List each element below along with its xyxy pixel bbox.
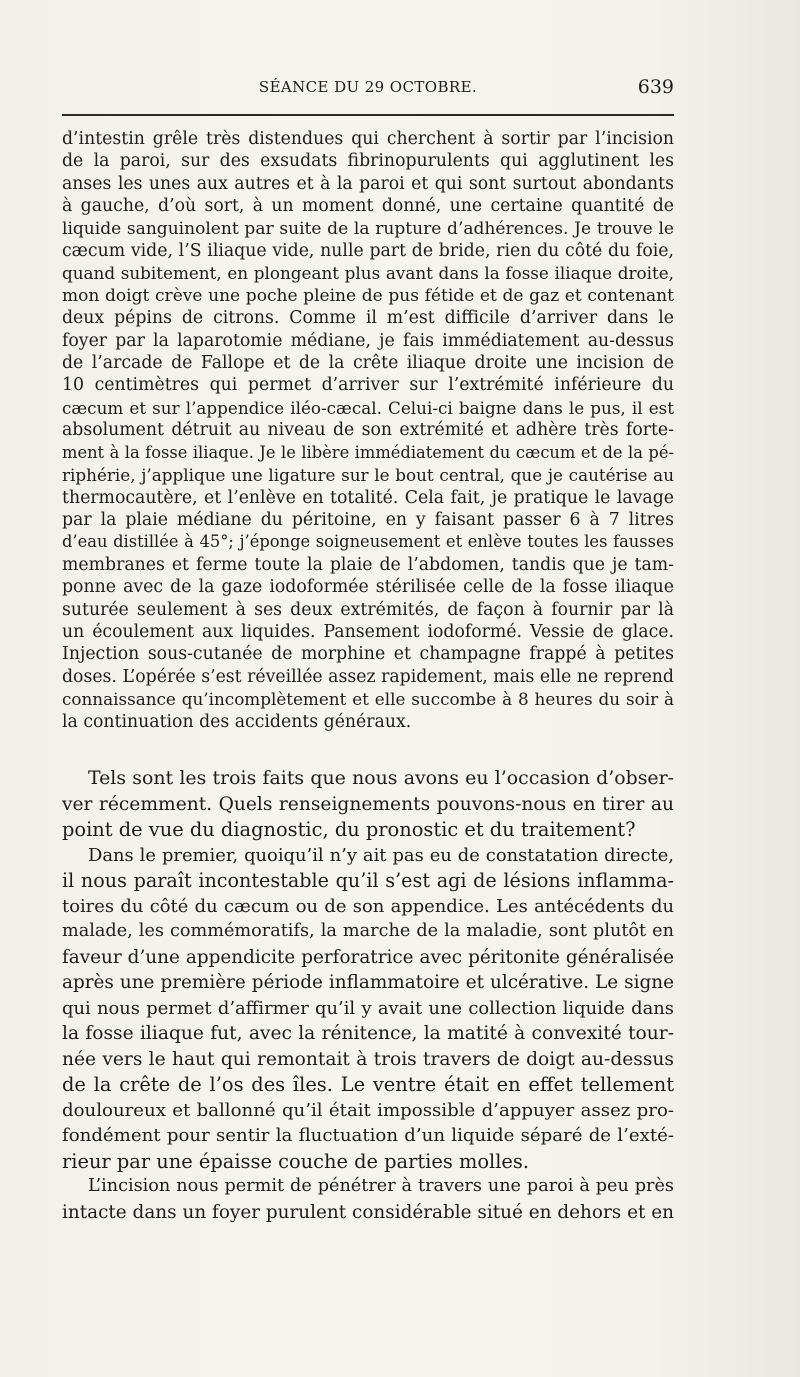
text-line: foyer par la laparotomie médiane, je fais immédiatement au-dessus <box>62 330 674 351</box>
text-line: doses. L’opérée s’est réveillée assez rapidement, mais elle ne reprend <box>62 666 674 687</box>
text-line: L’incision nous permit de pénétrer à travers une paroi à peu près <box>88 1176 674 1196</box>
text-line: d’eau distillée à 45°; j’éponge soigneusement et enlève toutes les fausses <box>62 532 674 552</box>
text-line: cæcum vide, l’S iliaque vide, nulle part de bride, rien du côté du foie, <box>62 241 674 262</box>
observation-paragraph <box>62 128 674 733</box>
text-line: Injection sous-cutanée de morphine et champagne frappé à petites <box>62 644 674 665</box>
seance-month: OCTOBRE. <box>389 78 478 96</box>
header-rule <box>62 114 674 116</box>
text-line: malade, les commémoratifs, la marche de la maladie, sont plutôt en <box>62 921 674 941</box>
text-line: quand subitement, en plongeant plus avant dans la fosse iliaque droite, <box>62 263 674 284</box>
text-line: connaissance qu’incomplètement et elle succombe à 8 heures du soir à <box>62 689 674 710</box>
text-line: rieur par une épaisse couche de parties molles. <box>62 1149 530 1173</box>
text-line: il nous paraît incontestable qu’il s’est agi de lésions inflamma- <box>62 869 674 892</box>
text-line: d’intestin grêle très distendues qui cherchent à sortir par l’incision <box>62 129 674 149</box>
running-title <box>62 78 674 96</box>
text-line: de la crête de l’os des îles. Le ventre était en effet tellement <box>62 1073 674 1096</box>
text-line: la fosse iliaque fut, avec la rénitence, la matité à convexité tour- <box>62 1023 674 1044</box>
text-line: de la paroi, sur des exsudats fibrinopurulents qui agglutinent les <box>62 151 674 172</box>
text-line: née vers le haut qui remontait à trois travers de doigt au-dessus <box>62 1048 674 1070</box>
text-line: par la plaie médiane du péritoine, en y faisant passer 6 à 7 litres <box>62 509 674 530</box>
text-line: cæcum et sur l’appendice iléo-cæcal. Celui-ci baigne dans le pus, il est <box>62 397 674 418</box>
text-line: après une première période inflammatoire et ulcérative. Le signe <box>62 972 674 993</box>
text-line: Dans le premier, quoiqu’il n’y ait pas eu de constatation directe, <box>88 844 674 866</box>
text-line: point de vue du diagnostic, du pronostic et du traitement? <box>62 818 636 841</box>
running-header <box>62 76 674 102</box>
text-line: un écoulement aux liquides. Pansement iodoformé. Vessie de glace. <box>62 621 674 642</box>
seance-label: SÉANCE DU <box>258 78 360 96</box>
text-line: 10 centimètres qui permet d’arriver sur l’extrémité inférieure du <box>62 375 674 396</box>
text-line: de l’arcade de Fallope et de la crête iliaque droite une incision de <box>62 353 674 374</box>
text-line: thermocautère, et l’enlève en totalité. Cela fait, je pratique le lavage <box>62 487 674 508</box>
text-line: riphérie, j’applique une ligature sur le bout central, que je cautérise au <box>62 465 674 486</box>
text-line: Tels sont les trois faits que nous avons eu l’occasion d’obser- <box>88 767 674 789</box>
page-number: 639 <box>637 76 674 98</box>
text-line: qui nous permet d’affirmer qu’il y avait une collection liquide dans <box>62 997 674 1019</box>
text-line: suturée seulement à ses deux extrémités, de façon à fournir par là <box>62 599 674 620</box>
text-line: faveur d’une appendicite perforatrice avec péritonite généralisée <box>62 946 674 968</box>
text-line: intacte dans un foyer purulent considérable situé en dehors et en <box>62 1201 674 1223</box>
text-line: ment à la fosse iliaque. Je le libère immédiatement du cæcum et de la pé- <box>62 442 674 462</box>
seance-day: 29 <box>364 78 385 96</box>
text-line: à gauche, d’où sort, à un moment donné, une certaine quantité de <box>62 196 674 217</box>
text-line: liquide sanguinolent par suite de la rupture d’adhérences. Je trouve le <box>62 218 674 239</box>
discussion-paragraph <box>62 766 674 1225</box>
text-line: deux pépins de citrons. Comme il m’est difficile d’arriver dans le <box>62 308 674 329</box>
text-line: fondément pour sentir la fluctuation d’un liquide séparé de l’exté- <box>62 1125 674 1146</box>
text-line: absolument détruit au niveau de son extrémité et adhère très forte- <box>62 420 674 441</box>
text-line: douloureux et ballonné qu’il était impossible d’appuyer assez pro- <box>62 1099 674 1121</box>
text-line: anses les unes aux autres et à la paroi et qui sont surtout abondants <box>62 173 674 194</box>
text-line: mon doigt crève une poche pleine de pus fétide et de gaz et contenant <box>62 285 674 306</box>
text-line: ponne avec de la gaze iodoformée stérilisée celle de la fosse iliaque <box>62 577 674 598</box>
text-line: toires du côté du cæcum ou de son appendice. Les antécédents du <box>62 895 674 917</box>
text-line: la continuation des accidents généraux. <box>62 711 412 732</box>
text-line: membranes et ferme toute la plaie de l’abdomen, tandis que je tam- <box>62 554 674 575</box>
text-line: ver récemment. Quels renseignements pouvons-nous en tirer au <box>62 793 674 815</box>
